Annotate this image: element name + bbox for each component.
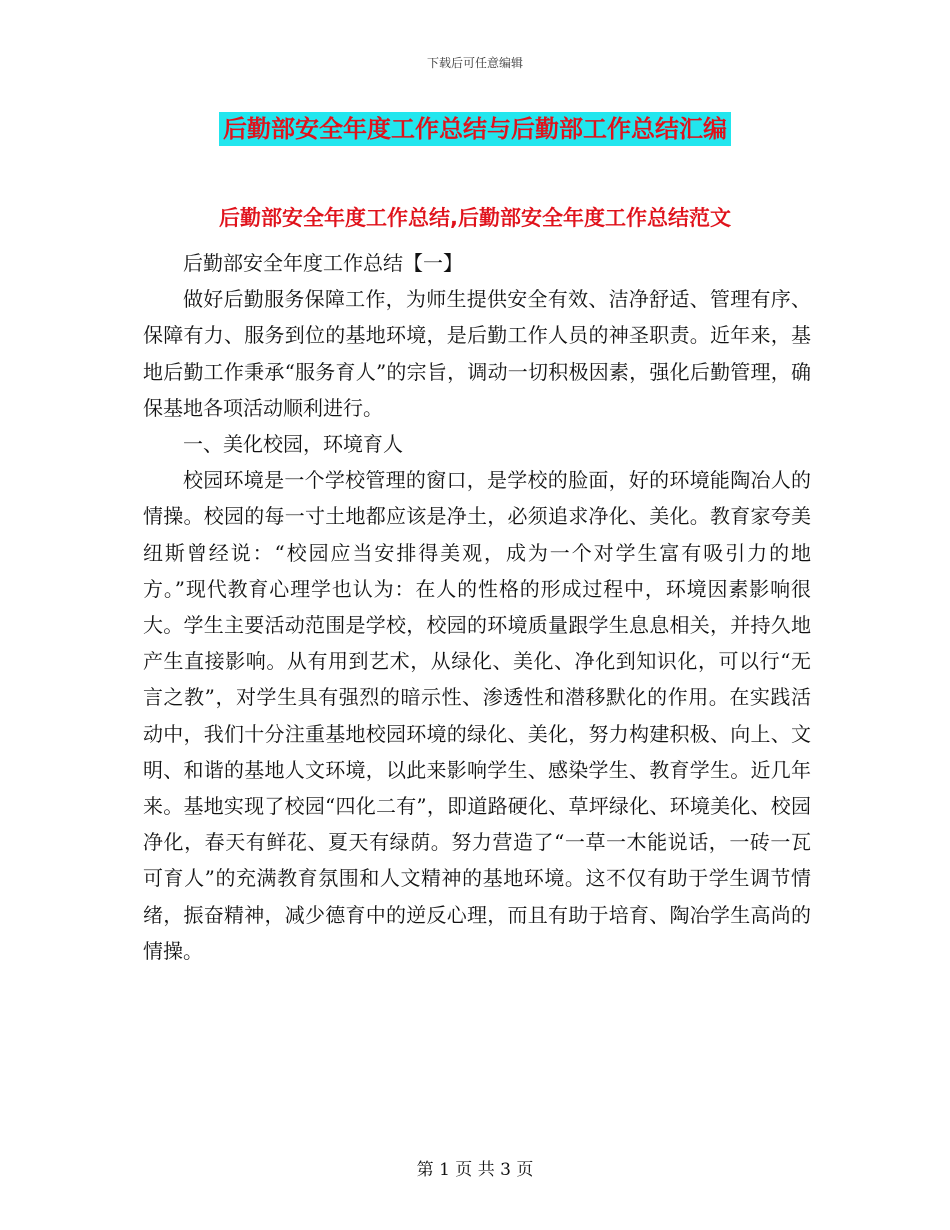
section-heading: 一、美化校园，环境育人 (183, 432, 403, 457)
header-note: 下载后可任意编辑 (426, 56, 523, 70)
document-title: 后勤部安全年度工作总结与后勤部工作总结汇编 (219, 112, 731, 146)
section-heading: 后勤部安全年度工作总结【一】 (183, 251, 463, 275)
body-paragraph: 做好后勤服务保障工作，为师生提供安全有效、洁净舒适、管理有序、保障有力、服务到位的基地环境，是后勤工作人员的神圣职责。近年来，基地后勤工作秉承“服务育人”的宗旨，调动一切积极因素，强化后勤管理，确保基地各项活动顺利进行。 (143, 287, 811, 420)
body-paragraph: 校园环境是一个学校管理的窗口，是学校的脸面，好的环境能陶冶人的情操。校园的每一寸土地都应该是净土，必须追求净化、美化。教育家夸美纽斯曾经说：“校园应当安排得美观，成为一个对学生富有吸引力的地方。”现代教育心理学也认为：在人的性格的形成过程中，环境因素影响很大。学生主要活动范围是学校，校园的环境质量跟学生息息相关，并持久地产生直接影响。从有用到艺术，从绿化、美化、净化到知识化，可以行“无言之教”，对学生具有强烈的暗示性、渗透性和潜移默化的作用。在实践活动中，我们十分注重基地校园环境的绿化、美化，努力构建积极、向上、文明、和谐的基地人文环境，以此来影响学生、感染学生、教育学生。近几年来。基地实现了校园“四化二有”，即道路硬化、草坪绿化、环境美化、校园净化，春天有鲜花、夏天有绿荫。努力营造了“一草一木能说话，一砖一瓦可育人”的充满教育氛围和人文精神的基地环境。这不仅有助于学生调节情绪，振奋精神，减少德育中的逆反心理，而且有助于培育、陶冶学生高尚的情操。 (143, 468, 811, 963)
title-wrapper (0, 112, 950, 146)
document-body (143, 245, 811, 969)
document-subtitle: 后勤部安全年度工作总结,后勤部安全年度工作总结范文 (219, 206, 731, 230)
page-indicator: 第 1 页 共 3 页 (416, 1160, 534, 1180)
